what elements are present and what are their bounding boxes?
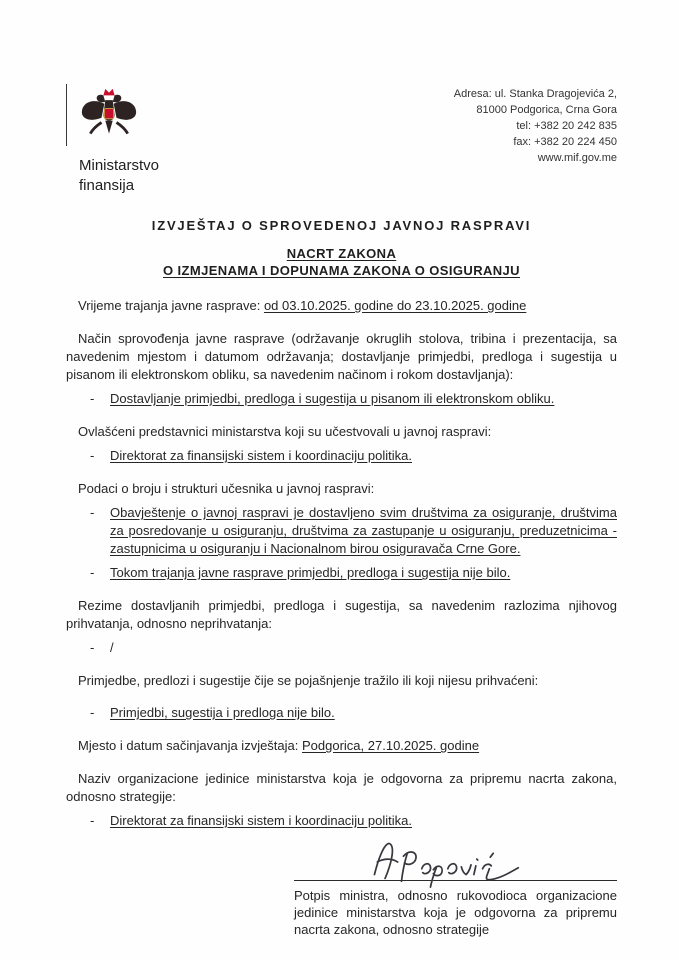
representatives-intro-paragraph: Ovlašćeni predstavnici ministarstva koji su učestvovali u javnoj raspravi: (78, 424, 492, 439)
bullet-dash: - (90, 705, 95, 720)
participants-intro-paragraph: Podaci o broju i strukturi učesnika u javnoj raspravi: (78, 481, 375, 496)
place-date-paragraph (66, 737, 617, 755)
signature-line (294, 880, 617, 881)
summary-item-text: / (110, 640, 114, 655)
handwritten-signature-icon (338, 834, 548, 890)
montenegro-coat-of-arms-icon (66, 84, 159, 146)
document-title: IZVJEŠTAJ O SPROVEDENOJ JAVNOJ RASPRAVI (151, 218, 532, 233)
duration-value: od 03.10.2025. godine do 23.10.2025. godine (263, 298, 527, 313)
participants-item2-text: Tokom trajanja javne rasprave primjedbi, predloga i sugestija nije bilo. (110, 565, 511, 580)
signature-block (294, 834, 617, 938)
summary-bullet-item (66, 639, 617, 657)
summary-intro-paragraph: Rezime dostavljanih primjedbi, predloga i sugestija, sa navedenim razlozima njihovog prihvatanja, odnosno neprihvatanja: (66, 598, 617, 631)
phone-line: tel: +382 20 242 835 (516, 120, 617, 132)
participants-bullet-item-1 (66, 504, 617, 558)
participants-item1-text: Obavještenje o javnoj raspravi je dostavljeno svim društvima za osiguranje, društvima za posredovanje u osiguranju, društvima za zastupanje u osiguranju, preduzetnicima - zastupnicima u osiguranju i Nacionalnom birou osiguravača Crne Gore. (110, 505, 617, 556)
website-line: www.mif.gov.me (537, 152, 617, 164)
ministry-brand (66, 84, 159, 196)
unit-intro-paragraph: Naziv organizacione jedinice ministarstva koja je odgovorna za pripremu nacrta zakona, odnosno strategije: (66, 771, 617, 804)
coat-of-arms-svg (79, 87, 139, 143)
representatives-item-text: Direktorat za finansijski sistem i koordinaciju politika. (110, 448, 413, 463)
subtitle-line1: NACRT ZAKONA (286, 246, 397, 261)
rejected-bullet-item (66, 704, 617, 722)
contact-block (454, 84, 617, 166)
letterhead (66, 84, 617, 196)
address-line: Adresa: ul. Stanka Dragojevića 2, (453, 88, 617, 100)
bullet-dash: - (90, 448, 95, 463)
rejected-item-text: Primjedbi, sugestija i predloga nije bilo. (110, 705, 335, 720)
method-bullet-item (66, 390, 617, 408)
bullet-dash: - (90, 505, 95, 520)
place-date-label: Mjesto i datum sačinjavanja izvještaja: (78, 738, 302, 753)
ministry-name-line1: Ministarstvo (79, 157, 160, 174)
ministry-name (66, 156, 159, 196)
representatives-bullet-item (66, 447, 617, 465)
fax-line: fax: +382 20 224 450 (513, 136, 617, 148)
place-date-value: Podgorica, 27.10.2025. godine (302, 738, 480, 753)
unit-item-text: Direktorat za finansijski sistem i koordinaciju politika. (110, 813, 413, 828)
subtitle-line2: O IZMJENAMA I DOPUNAMA ZAKONA O OSIGURANJU (163, 263, 520, 278)
bullet-dash: - (90, 640, 95, 655)
document-subtitle (66, 245, 617, 279)
duration-paragraph (66, 297, 617, 315)
ministry-name-line2: finansija (79, 177, 135, 194)
address-line: 81000 Podgorica, Crna Gora (476, 104, 617, 116)
signature-caption: Potpis ministra, odnosno rukovodioca organizacione jedinice ministarstva koja je odgovorna za pripremu nacrta zakona, odnosno strategije (294, 888, 617, 937)
bullet-dash: - (90, 813, 95, 828)
unit-bullet-item (66, 812, 617, 830)
method-intro-paragraph: Način sprovođenja javne rasprave (održavanje okruglih stolova, tribina i prezentacija, sa navedenim mjestom i datumom održavanja; dostavljanje primjedbi, predloga i sugestija u pisanom ili elektronskom obliku, sa navedenim načinom i rokom dostavljanja): (66, 331, 617, 382)
duration-label: Vrijeme trajanja javne rasprave: (78, 298, 264, 313)
rejected-intro-paragraph: Primjedbe, predlozi i sugestije čije se pojašnjenje tražilo ili koji nijesu prihvaćeni: (78, 673, 539, 688)
bullet-dash: - (90, 565, 95, 580)
bullet-dash: - (90, 391, 95, 406)
method-item-text: Dostavljanje primjedbi, predloga i sugestija u pisanom ili elektronskom obliku. (110, 391, 555, 406)
participants-bullet-item-2 (66, 564, 617, 582)
document-body (66, 297, 617, 830)
